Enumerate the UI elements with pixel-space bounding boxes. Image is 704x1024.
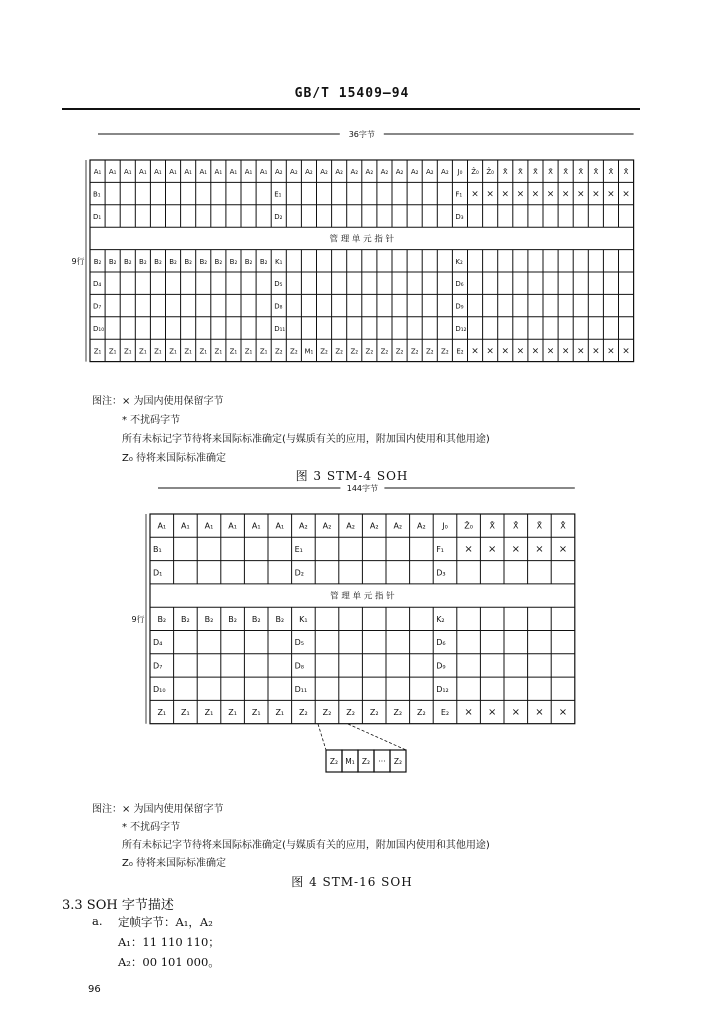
fig4-row1-cell: A₁ bbox=[157, 521, 167, 531]
fig4-row1-cell: A₂ bbox=[346, 521, 355, 531]
fig4-row5-cell: B₂ bbox=[181, 614, 190, 624]
fig4-row5-cell: B₂ bbox=[228, 614, 237, 624]
fig3-pointer-label: 管 理 单 元 指 针 bbox=[329, 234, 395, 245]
fig3-row1-cell: A₂ bbox=[320, 168, 328, 177]
fig4-width-label: 144字节 bbox=[346, 484, 379, 493]
fig3-f1-label: F₁ bbox=[455, 190, 463, 199]
fig4-row1-cell: Ẑ₀ bbox=[464, 521, 473, 531]
fig3-width-label: 36字节 bbox=[348, 130, 375, 139]
fig3-row1-cell: A₂ bbox=[274, 168, 283, 177]
fig3-row9-cell: Z₂ bbox=[425, 347, 434, 356]
fig4-row7-b: D₈ bbox=[294, 661, 304, 671]
fig4-row1-cell: A₁ bbox=[275, 521, 285, 531]
fig4-row1-cell: A₁ bbox=[204, 521, 214, 531]
fig4-row9-cell: Z₁ bbox=[181, 708, 190, 718]
fig4-row9-cell: Z₂ bbox=[346, 708, 355, 718]
fig3-row9-cell: Z₁ bbox=[199, 347, 208, 356]
a1-definition: A₁：11 110 110； bbox=[118, 935, 220, 949]
fig4-k2-label: K₂ bbox=[436, 614, 445, 624]
fig4-row9-cell: Z₂ bbox=[322, 708, 332, 718]
fig3-reserved-mark: × bbox=[501, 189, 510, 200]
fig3-row5-cell: B₂ bbox=[199, 257, 208, 266]
fig3-row5-cell: B₂ bbox=[93, 257, 102, 266]
fig3-row1-cell: A₂ bbox=[305, 168, 313, 177]
fig4-note-1: 图注：× 为国内使用保留字节 bbox=[92, 804, 224, 815]
fig4-row9-cell: Z₁ bbox=[157, 708, 167, 718]
fig3-reserved-mark: × bbox=[607, 346, 615, 357]
fig3-d3-label: D₃ bbox=[455, 213, 464, 221]
fig4-pointer-label: 管 理 单 元 指 针 bbox=[330, 591, 395, 602]
fig4-row1-cell: X̊ bbox=[513, 521, 519, 531]
fig3-row1-cell: X̊ bbox=[517, 168, 523, 177]
fig3-row1-cell: A₁ bbox=[108, 168, 117, 177]
fig3-row5-cell: K₁ bbox=[275, 257, 283, 266]
fig3-reserved-mark: × bbox=[592, 189, 600, 200]
fig4-reserved-mark: × bbox=[511, 707, 520, 719]
fig3-row1-cell: A₂ bbox=[290, 168, 298, 177]
fig3-row1-cell: A₁ bbox=[123, 168, 132, 177]
fig3-reserved-mark: × bbox=[576, 189, 585, 200]
fig3-row1-cell: X̊ bbox=[608, 168, 614, 177]
fig3-reserved-mark: × bbox=[622, 346, 630, 357]
fig3-row9-cell: Z₁ bbox=[108, 347, 117, 356]
fig3-row1-cell: A₁ bbox=[244, 168, 253, 177]
page-number: 96 bbox=[88, 984, 101, 995]
fig4-reserved-mark: × bbox=[535, 707, 544, 719]
fig3-k2-label: K₂ bbox=[455, 257, 463, 266]
fig3-row1-cell: A₁ bbox=[184, 168, 192, 177]
fig3-row9-cell: Z₁ bbox=[123, 347, 132, 356]
fig4-row9-cell: E₂ bbox=[440, 708, 450, 718]
fig3-row9-cell: E₂ bbox=[456, 347, 464, 356]
fig4-note-3: 所有未标记字节待将来国际标准确定(与媒质有关的应用，附加国内使用和其他用途) bbox=[122, 840, 490, 851]
fig3-b1-label: B₁ bbox=[93, 190, 101, 199]
fig4-reserved-mark: × bbox=[488, 543, 497, 555]
fig4-row8-b: D₁₁ bbox=[294, 684, 308, 694]
fig3-row9-cell: Z₂ bbox=[395, 347, 404, 356]
inset-cell-label: Z₂ bbox=[329, 757, 339, 766]
fig3-row9-cell: Z₁ bbox=[214, 347, 223, 356]
item-label: a. bbox=[92, 914, 103, 928]
fig3-row1-cell: X̊ bbox=[502, 168, 508, 177]
fig3-row1-cell: X̊ bbox=[623, 168, 629, 177]
fig3-row5-cell: B₂ bbox=[259, 257, 268, 266]
fig3-row5-cell: B₂ bbox=[229, 257, 238, 266]
fig4-d1-label: D₁ bbox=[153, 568, 163, 578]
fig3-reserved-mark: × bbox=[531, 346, 540, 357]
fig3-reserved-mark: × bbox=[561, 346, 570, 357]
fig3-row1-cell: X̊ bbox=[533, 168, 538, 177]
fig3-reserved-mark: × bbox=[501, 346, 510, 357]
fig4-row1-cell: A₁ bbox=[181, 521, 190, 531]
fig3-row1-cell: A₂ bbox=[410, 168, 419, 177]
fig3-row1-cell: X̊ bbox=[593, 168, 599, 177]
fig3-reserved-mark: × bbox=[531, 189, 540, 200]
fig4-note-2: * 不扰码字节 bbox=[122, 822, 181, 833]
fig4-row6-c: D₆ bbox=[436, 638, 446, 648]
fig3-reserved-mark: × bbox=[486, 346, 494, 357]
fig4-row6-a: D₄ bbox=[153, 638, 163, 648]
fig3-rows-label: 9行 bbox=[71, 256, 85, 266]
fig4-row1-cell: X̊ bbox=[489, 521, 495, 531]
fig3-reserved-mark: × bbox=[486, 189, 494, 200]
fig4-row9-cell: Z₂ bbox=[299, 708, 308, 718]
fig3-reserved-mark: × bbox=[546, 346, 555, 357]
fig4-row1-cell: A₂ bbox=[417, 521, 426, 531]
fig4-row8-c: D₁₂ bbox=[436, 684, 449, 694]
fig4-reserved-mark: × bbox=[558, 543, 568, 555]
fig3-row9-cell: Z₁ bbox=[259, 347, 268, 356]
fig3-note-4: Z₀ 待将来国际标准确定 bbox=[122, 453, 227, 464]
fig4-row9-cell: Z₁ bbox=[228, 708, 237, 718]
fig3-reserved-mark: × bbox=[471, 346, 479, 357]
fig4-e1-label: E₁ bbox=[294, 544, 303, 554]
fig4-row1-cell: A₂ bbox=[369, 521, 379, 531]
fig3-row5-cell: B₂ bbox=[169, 257, 177, 266]
inset-leader bbox=[348, 724, 406, 750]
fig3-reserved-mark: × bbox=[516, 189, 525, 200]
fig4-row5-cell: B₂ bbox=[275, 614, 285, 624]
fig3-row1-cell: A₂ bbox=[395, 168, 404, 177]
fig4-row1-cell: A₁ bbox=[251, 521, 261, 531]
fig3-note-1: 图注：× 为国内使用保留字节 bbox=[92, 396, 224, 407]
inset-cell-label: Z₂ bbox=[361, 757, 371, 766]
fig4-rows-label: 9行 bbox=[131, 614, 145, 624]
figure-3-title: 图 3 STM-4 SOH bbox=[295, 469, 409, 483]
fig3-row6-a: D₄ bbox=[93, 280, 102, 289]
fig4-reserved-mark: × bbox=[464, 543, 473, 555]
fig3-note-3: 所有未标记字节待将来国际标准确定(与媒质有关的应用，附加国内使用和其他用途) bbox=[122, 434, 490, 445]
fig3-row7-c: D₉ bbox=[455, 302, 464, 311]
fig4-reserved-mark: × bbox=[535, 543, 544, 555]
fig3-row1-cell: X̊ bbox=[563, 168, 569, 177]
fig4-row5-cell: B₂ bbox=[157, 614, 167, 624]
fig3-row1-cell: A₁ bbox=[259, 168, 268, 177]
fig3-row1-cell: A₂ bbox=[365, 168, 374, 177]
fig4-row1-cell: A₂ bbox=[393, 521, 403, 531]
a2-definition: A₂：00 101 000。 bbox=[118, 955, 220, 969]
fig3-reserved-mark: × bbox=[516, 346, 525, 357]
fig4-row1-cell: A₂ bbox=[299, 521, 308, 531]
fig3-row9-cell: Z₂ bbox=[335, 347, 343, 356]
inset-cell-label: ··· bbox=[378, 757, 386, 766]
fig3-row5-cell: B₂ bbox=[123, 257, 132, 266]
fig4-reserved-mark: × bbox=[558, 707, 568, 719]
fig3-d2-label: D₂ bbox=[274, 213, 283, 221]
fig3-row7-a: D₇ bbox=[93, 302, 102, 311]
fig4-reserved-mark: × bbox=[464, 707, 473, 719]
fig3-row9-cell: Z₁ bbox=[139, 347, 147, 356]
fig3-row1-cell: A₂ bbox=[441, 168, 449, 177]
fig4-row9-cell: Z₂ bbox=[369, 708, 379, 718]
fig4-row1-cell: J₀ bbox=[442, 521, 448, 531]
fig3-row8-c: D₁₂ bbox=[455, 325, 467, 333]
fig3-row9-cell: Z₁ bbox=[154, 347, 162, 356]
fig3-reserved-mark: × bbox=[592, 346, 600, 357]
fig4-row5-cell: B₂ bbox=[204, 614, 214, 624]
fig4-row1-cell: X̊ bbox=[560, 521, 566, 531]
fig3-row1-cell: A₁ bbox=[154, 168, 162, 177]
fig4-row7-a: D₇ bbox=[153, 661, 163, 671]
fig3-row9-cell: Z₁ bbox=[184, 347, 192, 356]
fig3-row8-a: D₁₀ bbox=[93, 325, 105, 333]
fig4-row1-cell: X̊ bbox=[536, 521, 543, 531]
fig3-row1-cell: A₂ bbox=[380, 168, 389, 177]
fig4-reserved-mark: × bbox=[488, 707, 497, 719]
fig3-row9-cell: Z₂ bbox=[410, 347, 419, 356]
fig3-row1-cell: A₂ bbox=[425, 168, 434, 177]
fig3-row9-cell: Z₂ bbox=[441, 347, 449, 356]
item-text: 定帧字节：A₁，A₂ bbox=[118, 915, 213, 929]
fig3-row9-cell: Z₂ bbox=[380, 347, 389, 356]
fig3-row9-cell: Z₂ bbox=[320, 347, 328, 356]
fig4-d2-label: D₂ bbox=[294, 568, 304, 578]
fig3-reserved-mark: × bbox=[546, 189, 555, 200]
fig3-row8-b: D₁₁ bbox=[274, 325, 286, 333]
fig3-row9-cell: Z₂ bbox=[365, 347, 374, 356]
fig4-row5-cell: B₂ bbox=[251, 614, 261, 624]
fig3-row9-cell: Z₂ bbox=[274, 347, 283, 356]
fig3-e1-label: E₁ bbox=[274, 190, 282, 199]
fig3-reserved-mark: × bbox=[622, 189, 630, 200]
fig4-row5-cell: K₁ bbox=[299, 614, 308, 624]
fig4-b1-label: B₁ bbox=[153, 544, 162, 554]
fig3-row5-cell: B₂ bbox=[244, 257, 253, 266]
fig3-row5-cell: B₂ bbox=[139, 257, 147, 266]
fig3-row9-cell: Z₁ bbox=[229, 347, 238, 356]
fig3-row9-cell: Z₂ bbox=[290, 347, 298, 356]
fig3-row5-cell: B₂ bbox=[214, 257, 223, 266]
fig4-row9-cell: Z₁ bbox=[251, 708, 261, 718]
figure-4-title: 图 4 STM-16 SOH bbox=[291, 875, 413, 889]
fig3-row1-cell: A₁ bbox=[199, 168, 208, 177]
fig3-row1-cell: A₁ bbox=[139, 168, 147, 177]
inset-leader bbox=[318, 724, 326, 750]
fig3-row5-cell: B₂ bbox=[184, 257, 192, 266]
fig4-row9-cell: Z₁ bbox=[204, 708, 214, 718]
fig4-d3-label: D₃ bbox=[436, 568, 446, 578]
fig3-row9-cell: M₁ bbox=[304, 347, 314, 356]
fig3-row9-cell: Z₂ bbox=[350, 347, 359, 356]
fig3-row1-cell: A₁ bbox=[93, 168, 102, 177]
fig3-row1-cell: A₁ bbox=[229, 168, 238, 177]
fig3-note-2: * 不扰码字节 bbox=[122, 415, 181, 426]
fig3-row1-cell: A₁ bbox=[214, 168, 223, 177]
fig3-d1-label: D₁ bbox=[93, 213, 102, 221]
fig3-row7-b: D₈ bbox=[274, 302, 283, 311]
fig4-reserved-mark: × bbox=[511, 543, 520, 555]
fig4-row9-cell: Z₂ bbox=[393, 708, 403, 718]
fig3-row6-c: D₆ bbox=[455, 280, 464, 289]
fig4-row1-cell: A₂ bbox=[322, 521, 332, 531]
inset-cell-label: M₁ bbox=[345, 757, 355, 766]
fig3-row9-cell: Z₁ bbox=[169, 347, 177, 356]
fig3-row1-cell: X̊ bbox=[548, 168, 553, 177]
fig3-reserved-mark: × bbox=[561, 189, 570, 200]
fig3-reserved-mark: × bbox=[576, 346, 585, 357]
standard-header: GB/T 15409—94 bbox=[294, 86, 410, 101]
fig4-row8-a: D₁₀ bbox=[153, 684, 166, 694]
fig3-row5-cell: B₂ bbox=[108, 257, 117, 266]
fig3-reserved-mark: × bbox=[607, 189, 615, 200]
fig3-row5-cell: B₂ bbox=[154, 257, 162, 266]
fig3-row1-cell: A₂ bbox=[350, 168, 359, 177]
fig4-row7-c: D₉ bbox=[436, 661, 446, 671]
fig3-row1-cell: Ẑ₀ bbox=[486, 168, 494, 177]
fig4-note-4: Z₀ 待将来国际标准确定 bbox=[122, 858, 227, 869]
fig3-row1-cell: J₀ bbox=[457, 168, 463, 177]
fig4-f1-label: F₁ bbox=[436, 544, 445, 554]
fig3-row1-cell: A₂ bbox=[335, 168, 343, 177]
fig4-row9-cell: Z₁ bbox=[275, 708, 285, 718]
fig3-row1-cell: A₁ bbox=[169, 168, 177, 177]
fig3-row9-cell: Z₁ bbox=[93, 347, 102, 356]
fig4-row9-cell: Z₂ bbox=[417, 708, 426, 718]
fig3-row1-cell: Ẑ₀ bbox=[471, 168, 479, 177]
fig4-row6-b: D₅ bbox=[294, 638, 304, 648]
fig4-row1-cell: A₁ bbox=[228, 521, 237, 531]
inset-cell-label: Z₂ bbox=[393, 757, 403, 766]
fig3-row1-cell: X̊ bbox=[578, 168, 584, 177]
section-heading: 3.3 SOH 字节描述 bbox=[62, 898, 174, 913]
fig3-reserved-mark: × bbox=[471, 189, 479, 200]
fig3-row9-cell: Z₁ bbox=[244, 347, 253, 356]
fig3-row6-b: D₅ bbox=[274, 280, 283, 289]
